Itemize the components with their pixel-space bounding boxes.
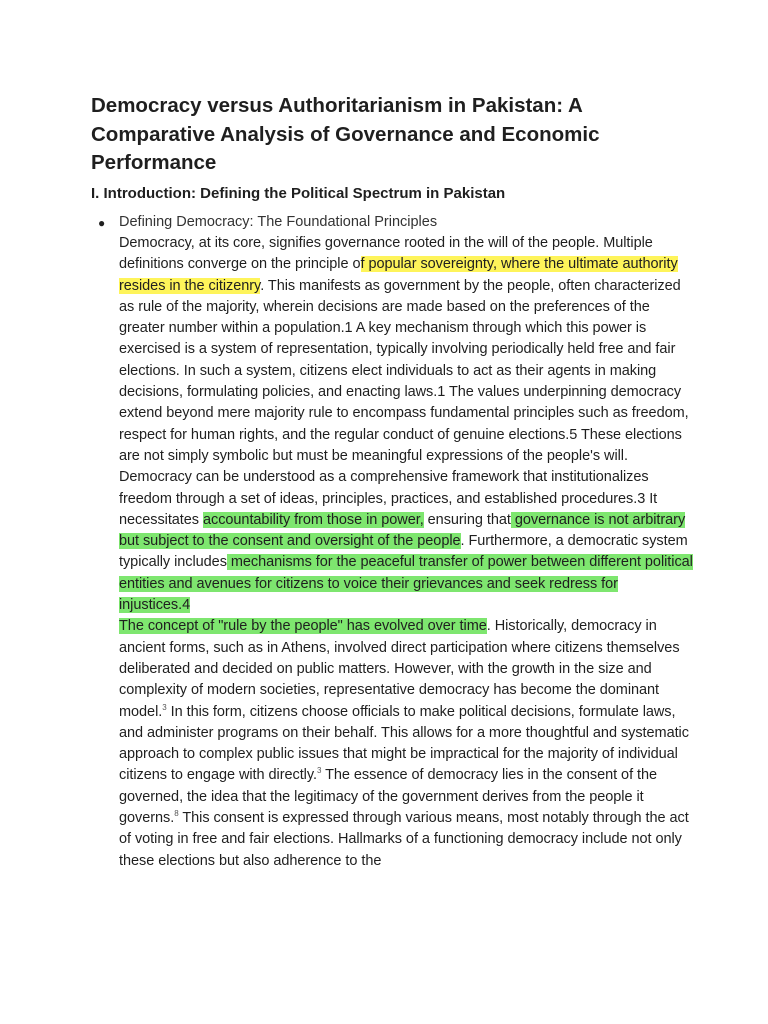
text-segment: This consent is expressed through various means, most notably through the act of voting in free and fair elections. Hallmarks of a functioning democracy include not only these elections but also adherence to the — [119, 810, 689, 869]
highlight-green: accountability from those in power, — [202, 511, 424, 528]
highlight-green: mechanisms for the peaceful transfer of power between different political entities and avenues for citizens to voice their grievances and seek redress for injustices.4 — [119, 554, 693, 614]
bullet-item-title: Defining Democracy: The Foundational Principles — [119, 214, 438, 230]
text-segment: . Historically, democracy in ancient forms, such as in Athens, involved direct participation where citizens themselves deliberated and decided on public matters. However, with the growth in the size and complexity of modern societies, representative democracy has become the dominant model. — [119, 618, 680, 720]
text-segment: . This manifests as government by the people, often characterized as rule of the majority, wherein decisions are made based on the preferences of the greater number within a population.1 A key mechanism through which this power is exercised is a system of representation, typically involving periodically held free and fair elections. In such a system, citizens elect individuals to act as their agents in making decisions, formulating policies, and enacting laws.1 The values underpinning democracy extend beyond mere majority rule to encompass fundamental principles such as freedom, respect for human rights, and the regular conduct of genuine elections.5 These elections are not simply symbolic but must be meaningful expressions of the people's will. Democracy can be understood as a comprehensive framework that institutionalizes freedom through a set of ideas, principles, practices, and established procedures.3 It necessitates — [119, 277, 689, 528]
body-paragraph — [119, 233, 693, 872]
bullet-icon: ● — [98, 216, 106, 230]
citation-superscript: 3 — [162, 702, 167, 712]
text-segment: ensuring that — [423, 511, 511, 528]
text-segment: The essence of democracy lies in the consent of the governed, the idea that the legitimacy of the government derives from the people it governs. — [119, 767, 658, 827]
section-heading: I. Introduction: Defining the Political Spectrum in Pakistan — [91, 185, 506, 202]
text-segment: In this form, citizens choose officials to make political decisions, formulate laws, and administer programs on their behalf. This allows for a more thoughtful and systematic approach to complex public issues that might be impractical for the majority of individual citizens to engage with directly. — [119, 703, 689, 784]
document-title: Democracy versus Authoritarianism in Pakistan: A Comparative Analysis of Governance and Economic Performance — [91, 94, 600, 174]
highlight-yellow: f popular sovereignty, where the ultimate authority resides in the citizenry — [119, 256, 678, 294]
text-segment: . Furthermore, a democratic system typically includes — [119, 533, 688, 571]
citation-superscript: 8 — [174, 809, 179, 819]
citation-superscript: 3 — [316, 766, 322, 776]
highlight-green: The concept of "rule by the people" has evolved over time — [119, 618, 487, 635]
highlight-green: governance is not arbitrary but subject to the consent and oversight of the people — [119, 511, 686, 550]
text-segment: Democracy, at its core, signifies governance rooted in the will of the people. Multiple definitions converge on the principle o — [119, 235, 653, 273]
